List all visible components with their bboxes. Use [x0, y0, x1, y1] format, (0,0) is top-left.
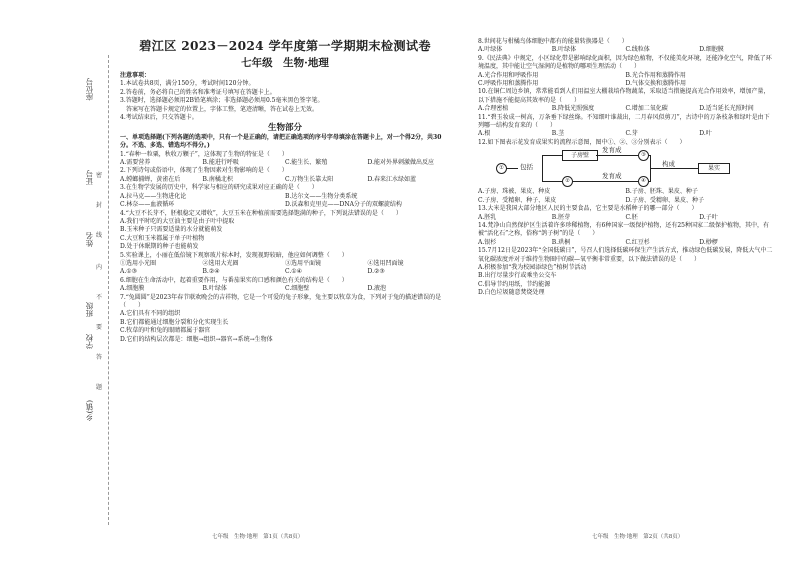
option-group [478, 239, 773, 247]
label-develop: 发育成 [602, 146, 622, 155]
answer-option: D.细胞膜 [699, 46, 724, 54]
connector [572, 181, 638, 182]
answer-option: C.倡导节约用纸，节约能源 [478, 280, 551, 288]
option-group [478, 105, 773, 113]
answer-option: A.银杉 [478, 238, 497, 246]
answer-option: C.子房、受精卵、种子、果皮 [478, 196, 557, 204]
answer-option: D.适当延长光照时间 [699, 105, 754, 113]
question-item [120, 252, 450, 277]
seal-line [108, 55, 109, 525]
seal-mark: 封 [96, 202, 103, 209]
answer-option: A.它们具有不同的组织 [120, 310, 181, 318]
answer-option: D.叶 [699, 130, 712, 138]
answer-option: B.降低光照强度 [551, 105, 595, 113]
connector [542, 155, 562, 156]
question-stem: 6.细胞在生命活动中，起着重要作用，与番茄果实的口感和颜色有关的结构是（ ） [120, 276, 348, 284]
label-develop: 发育成 [602, 172, 622, 181]
name-label: 姓名 [85, 232, 94, 247]
question-stem: 2.下列诗句或俗语中，体现了生物因素对生物影响的是（ ） [120, 167, 288, 175]
answer-option: ②选用大光圈 [202, 259, 239, 267]
answer-option: D.白色垃圾随意焚烧处理 [478, 289, 545, 297]
answer-option: B.能进行呼吸 [202, 159, 239, 167]
question-item [120, 184, 450, 209]
question-item [120, 167, 450, 184]
question-item [120, 210, 450, 252]
answer-option: D.沃森和克里克——DNA分子的双螺旋结构 [285, 201, 402, 209]
question-item [478, 55, 773, 89]
page-footer-left: 七年级 生物·地理 第1页（共8页） [212, 534, 304, 540]
option-group [120, 260, 450, 268]
answer-option: A.叶绿体 [478, 46, 503, 54]
connector [648, 155, 651, 156]
answer-option: ④选用凹面镜 [367, 259, 404, 267]
option-group [120, 268, 450, 276]
question-stem: 9.《民法典》中规定，小区绿化带是影响绿化面积，因为绿色植物，不仅能美化环境，还能净化空气，降低了环境温度，其中能让空气湿润的是植物的哪项生理活动（ ） [478, 54, 772, 71]
page-left [120, 38, 450, 344]
option-group [478, 214, 773, 222]
answer-option: B.珙桐 [551, 238, 571, 246]
answer-option: C.牧草的叶和兔的眼睛都属于器官 [120, 327, 211, 335]
connector [506, 168, 518, 169]
notice-item: 1.本试卷共8页，满分150分，考试时间120分钟。 [120, 80, 255, 88]
answer-option: D.处于休眠期的种子也能萌发 [120, 243, 199, 251]
question-stem: 7.“兔圆圆”是2023年春节联欢晚会的吉祥物，它是一个可爱的兔子形象，兔主要以牧草为食，下列对于兔的描述错误的是（ ） [120, 293, 442, 309]
node-3: ③ [638, 150, 649, 161]
option-group [478, 72, 773, 89]
exam-id-label: 证号 [85, 170, 94, 185]
answer-option: A.①③ [120, 268, 137, 276]
option-group [478, 188, 773, 205]
school-label: 学校 [85, 334, 94, 349]
answer-option: A.需要营养 [120, 159, 151, 167]
question-stem: 1.“春种一粒粟，秋收万颗子”，这体现了生物的特征是（ ） [120, 150, 288, 158]
answer-option: B.②④ [202, 268, 220, 276]
section-title: 生物部分 [267, 123, 302, 134]
connector [648, 181, 651, 182]
answer-option: B.出行尽量步行或乘坐公交车 [478, 272, 557, 280]
answer-option: B.茎 [551, 130, 565, 138]
question-stem: 3.在生物学发展的历史中，科学家与相应的研究成果对应正确的是（ ） [120, 184, 318, 192]
answer-option: C.能生长、繁殖 [285, 159, 328, 167]
option-group [120, 193, 450, 210]
answer-option: C.万物生长靠太阳 [285, 175, 334, 183]
answer-option: B.光合作用和蒸腾作用 [625, 71, 686, 79]
answer-option: B.叶绿体 [551, 46, 577, 54]
exam-title: 碧江区 2023－2024 学年度第一学期期末检测试卷 [139, 39, 431, 53]
seal-mark: 要 [96, 324, 103, 331]
seal-mark: 线 [96, 232, 103, 239]
question-item [478, 247, 773, 297]
answer-option: D.气体交换和蒸腾作用 [625, 80, 687, 88]
answer-option: B.子房、胚珠、果皮、种子 [625, 188, 698, 196]
answer-option: A.根 [478, 130, 491, 138]
question-item [478, 205, 773, 222]
answer-option: C.大豆和玉米都属于单子叶植物 [120, 234, 205, 242]
node-2: ② [562, 176, 573, 187]
node-1: ① [496, 163, 507, 174]
connector [596, 155, 638, 156]
node-4: ④ [638, 176, 649, 187]
answer-option: A.积极参加“我为校园添绿色”植树节活动 [478, 263, 587, 271]
question-item [120, 277, 450, 294]
notice-item: 2.答卷前，务必将自己的姓名和准考证号填写在答题卡上。 [120, 88, 276, 96]
answer-option: A.子房、珠被、果皮、种皮 [478, 188, 551, 196]
connector [542, 181, 562, 182]
exam-subtitle: 七年级 生物·地理 [241, 57, 329, 69]
ovary-wall-box: 子房壁 [562, 150, 598, 161]
seat-number-label: 座位号 [85, 78, 94, 101]
question-stem: 15.7月12日是2023年“全国低碳日”，号召人们选择低碳环保生产生活方式，推动绿色低碳发展，降低大气中二氧化碳浓度并对于维持生物圈中的碳—氧平衡非常重要，以下做法错误的是（ ） [478, 247, 773, 263]
question-list-right [478, 38, 773, 298]
answer-option: D.它们的结构层次都是：细胞→组织→器官→系统→生物体 [120, 335, 273, 343]
notice-item: 答案写在答题卡规定的位置上，字体工整，笔迹清晰，答在试卷上无效。 [120, 105, 319, 113]
seal-mark: 题 [96, 384, 103, 391]
answer-option: A.螳螂捕蝉，黄雀在后 [120, 175, 181, 183]
label-include: 包括 [520, 163, 533, 172]
question-stem: 5.实验课上，小丽在低倍镜下观察玻片标本时，发现视野较暗，他应如何调整（ ） [120, 251, 348, 259]
answer-option: D.子房、受精卵、果皮、种子 [625, 196, 705, 204]
answer-option: D.桫椤 [699, 238, 718, 246]
answer-option: A.胚乳 [478, 213, 497, 221]
question-stem: 11.“碧玉妆成一树高，万条垂下绿丝绦。不知细叶谁裁出，二月春风似剪刀”，古诗中的万条枝条和绿叶是由下列哪一结构发育来的（ ） [478, 113, 770, 130]
answer-option: C.①④ [285, 268, 303, 276]
question-stem: 4.“大豆不长芽不，胚根稳定又增收”，大豆玉米在种植前需要选择饱满的种子，下列说法错误的是（ ） [120, 209, 402, 217]
answer-option: D.春来江水绿如蓝 [367, 175, 417, 183]
question-list-left [120, 151, 450, 344]
page-footer-right: 七年级 生物·地理 第2页（共8页） [592, 534, 684, 540]
question-item [478, 139, 773, 205]
answer-option: B.它们都能通过细胞分裂和分化实现生长 [120, 318, 229, 326]
class-label: 班级 [85, 302, 94, 317]
question-stem: 13.大米是我国大部分地区人民的主要食品，它主要是水稻种子的哪一部分（ ） [478, 205, 698, 213]
answer-option: D.②③ [367, 268, 385, 276]
notice-heading: 注意事项： [120, 72, 151, 79]
question-stem: 10.在铜仁周边乡镇，常常能看到人们用温室大棚栽培作物蔬菜，采取适当措施提高光合作用效率，增加产量，以下措施不能提高其效率的是（ ） [478, 88, 770, 104]
answer-option: A.我们平时吃的大豆油主要是由子叶中提取 [120, 217, 235, 225]
answer-option: C.细胞壁 [285, 285, 310, 293]
label-compose: 构成 [662, 160, 675, 169]
answer-option: D.子叶 [699, 213, 718, 221]
answer-option: ③选用平面镜 [285, 259, 322, 267]
option-group [120, 310, 450, 344]
option-group [120, 285, 450, 293]
seal-mark: 密 [96, 172, 103, 179]
fruit-box: 果实 [698, 163, 730, 174]
question-stem: 8.世间花与柑橘鸟体细胞中都有的能量转换器是（ ） [478, 38, 628, 45]
answer-option: B.叶绿体 [202, 285, 227, 293]
question-item [478, 222, 773, 247]
question-item [120, 294, 450, 344]
notice-item: 4.考试结束后，只交答题卡。 [120, 114, 198, 122]
answer-option: C.增加二氧化碳 [625, 105, 668, 113]
answer-option: ①选用小光圈 [120, 259, 157, 267]
answer-option: C.红豆杉 [625, 238, 650, 246]
answer-option: D.能对外界刺激做出反应 [367, 159, 435, 167]
question-item [120, 151, 450, 168]
notice-item: 3.答题时，选择题必须用2B铅笔填涂；非选择题必须用0.5毫米黑色签字笔。 [120, 97, 324, 105]
seal-mark: 答 [96, 354, 103, 361]
answer-option: B.玉米种子只需要适量的水分就能萌发 [120, 226, 223, 234]
answer-option: C.芽 [625, 130, 638, 138]
option-group [120, 218, 450, 252]
binding-margin [0, 0, 118, 561]
option-group [478, 46, 773, 54]
answer-option: A.合理密植 [478, 105, 509, 113]
answer-option: C.林奈——血液循环 [120, 201, 175, 209]
question-item [478, 38, 773, 55]
question-item [478, 114, 773, 139]
answer-option: B.达尔文——生物分类系统 [285, 192, 358, 200]
answer-option: C.线粒体 [625, 46, 650, 54]
option-group [478, 264, 773, 298]
question-item [478, 88, 773, 113]
flow-diagram [478, 146, 773, 186]
answer-option: B.南橘北枳 [202, 175, 233, 183]
question-stem: 14.梵净山自然保护区生活着许多珍稀植物，有6种国家一级保护植物，还有25种国家二级保护植物，其中，有被“活化石”之称，俗称“鸽子树”的是（ ） [478, 221, 769, 238]
notice-block [120, 72, 450, 122]
answer-option: A.细胞膜 [120, 285, 145, 293]
seal-mark: 不 [96, 294, 103, 301]
option-group [478, 130, 773, 138]
connector [542, 155, 543, 181]
township-label: 乡(镇) [85, 400, 94, 421]
answer-option: C.呼吸作用和蒸腾作用 [478, 80, 539, 88]
seal-mark: 内 [96, 264, 103, 271]
answer-option: B.胚芽 [551, 213, 571, 221]
answer-option: A.拉马克——生物进化论 [120, 192, 187, 200]
answer-option: A.光合作用和呼吸作用 [478, 71, 539, 79]
answer-option: D.液泡 [367, 285, 387, 293]
section-instructions: 一、单项选择题(下列各题的选项中，只有一个是正确的，请把正确选项的序号字母填涂在答题卡上，对一个得2分，共30分。不选、多选、错选均不得分。) [120, 133, 442, 150]
question-stem: 12.如下图表示花发育成果实的流程示意图，图中①、②、③分别表示（ ） [478, 138, 686, 146]
page-right [478, 38, 773, 298]
answer-option: C.胚 [625, 213, 638, 221]
